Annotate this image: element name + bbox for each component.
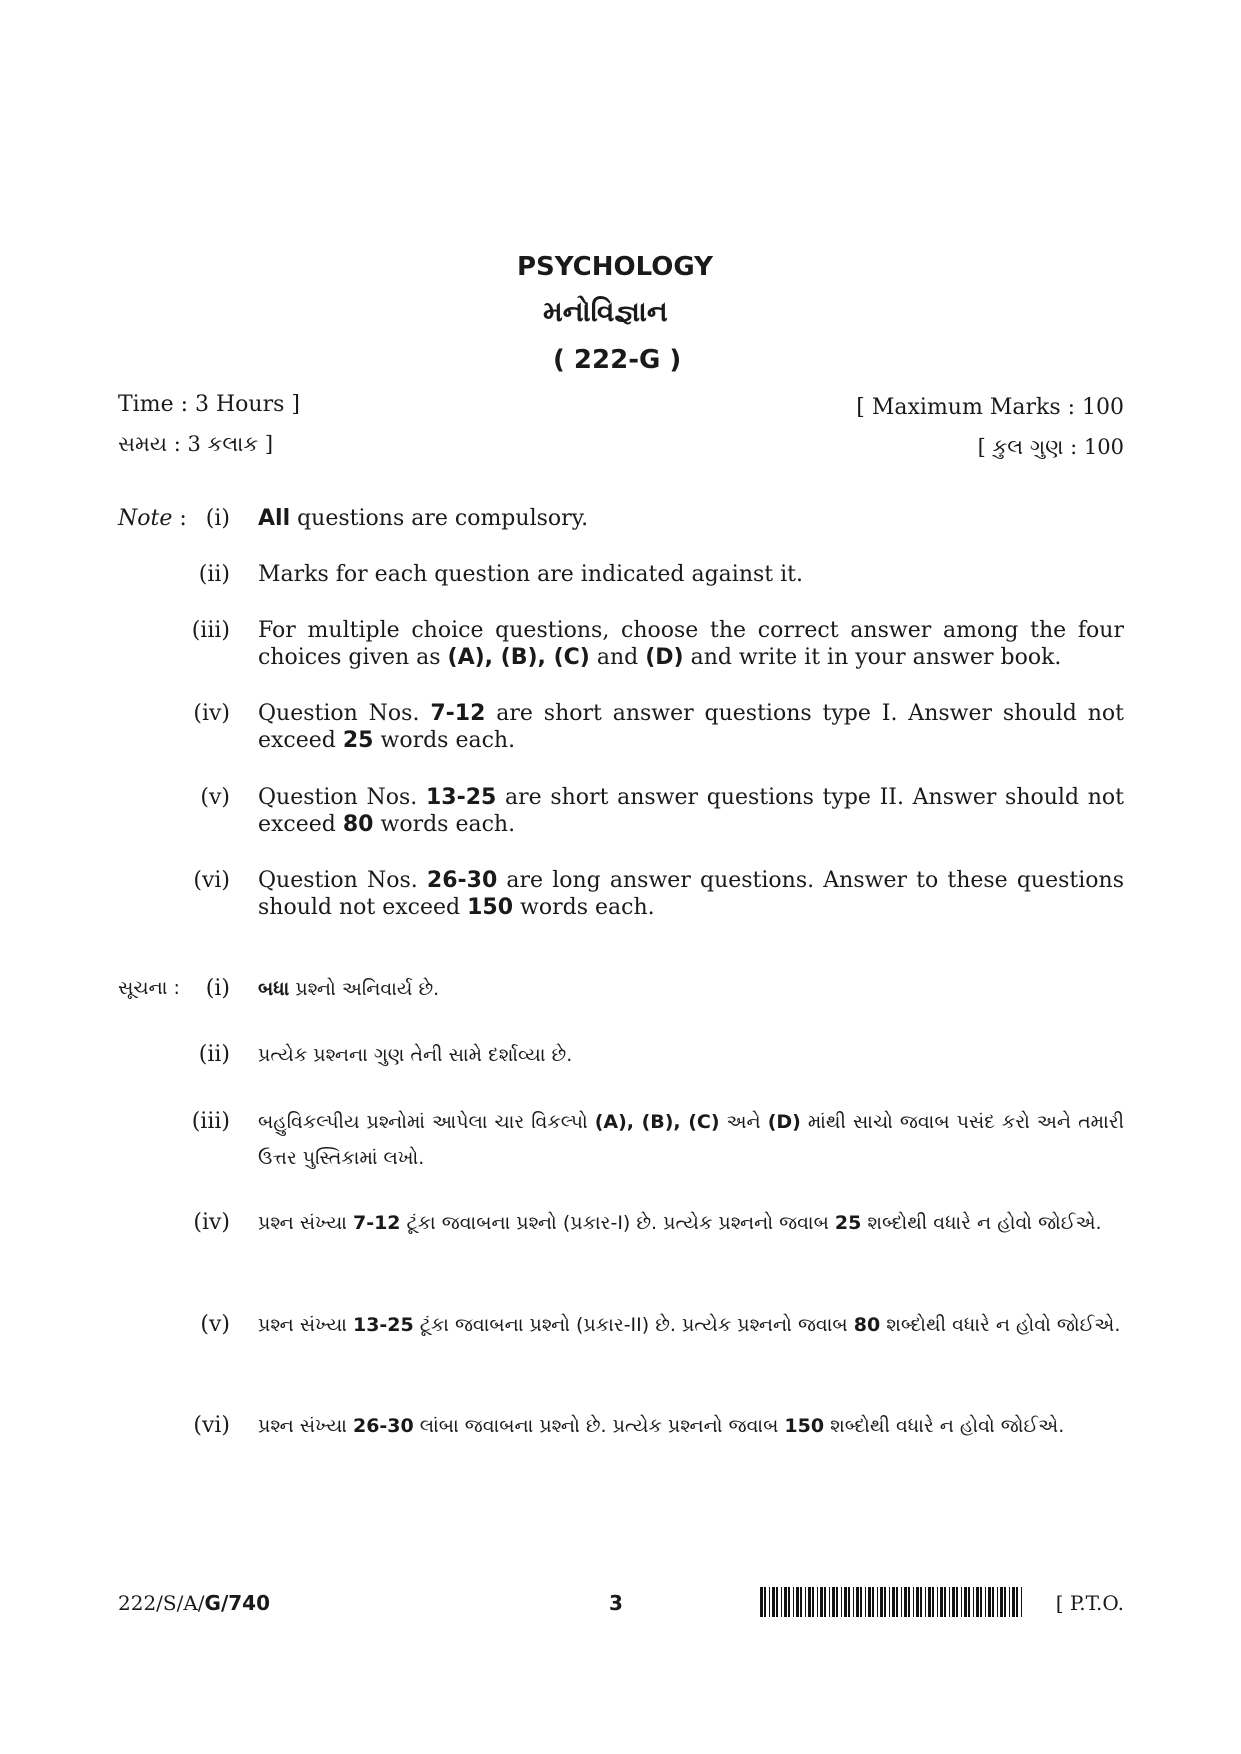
emphasis-text: (A), (B), (C) bbox=[594, 1111, 720, 1133]
paper-serial-code: 222/S/A/G/740 bbox=[118, 1591, 271, 1615]
emphasis-text: 80 bbox=[342, 812, 374, 837]
note-item-number: (v) bbox=[200, 785, 230, 810]
emphasis-text: (A), (B), (C) bbox=[447, 645, 590, 670]
barcode-icon bbox=[760, 1587, 1022, 1617]
emphasis-text: 13-25 bbox=[425, 785, 497, 810]
note-item-number: (ii) bbox=[198, 1042, 230, 1067]
emphasis-text: 26-30 bbox=[352, 1415, 414, 1437]
max-marks-english: [ Maximum Marks : 100 bbox=[856, 395, 1124, 420]
note-item-number: (ii) bbox=[198, 562, 230, 587]
note-item-text: Question Nos. 13-25 are short answer questions type II. Answer should not exceed 80 words each. bbox=[258, 785, 1124, 837]
emphasis-text: 26-30 bbox=[426, 868, 498, 893]
note-item-number: (iii) bbox=[191, 618, 230, 643]
subject-title-gujarati: મનોવિજ્ઞાન bbox=[543, 295, 668, 328]
note-item-text: બધા પ્રશ્નો અનિવાર્ય છે. bbox=[258, 978, 440, 1000]
emphasis-text: 25 bbox=[834, 1212, 862, 1234]
emphasis-text: 25 bbox=[342, 728, 374, 753]
emphasis-text: 80 bbox=[853, 1314, 881, 1336]
note-item-text: પ્રશ્ન સંખ્યા 26-30 લાંબા જવાબના પ્રશ્નો છે. પ્રત્યેક પ્રશ્નનો જવાબ 150 શબ્દોથી વધારે ન હોવો જોઈએ. bbox=[258, 1415, 1065, 1437]
page-number: 3 bbox=[609, 1591, 623, 1615]
note-item-number: (vi) bbox=[193, 868, 230, 893]
note-item-number: (iii) bbox=[191, 1109, 230, 1134]
paper-code: ( 222-G ) bbox=[553, 345, 682, 375]
please-turn-over: [ P.T.O. bbox=[1055, 1591, 1124, 1615]
emphasis-text: 150 bbox=[467, 895, 514, 920]
note-label: Note : bbox=[118, 506, 187, 531]
note-item-text: Question Nos. 7-12 are short answer questions type I. Answer should not exceed 25 words each. bbox=[258, 701, 1124, 753]
note-item-text: બહુવિકલ્પીય પ્રશ્નોમાં આપેલા ચાર વિકલ્પો (A), (B), (C) અને (D) માંથી સાચો જવાબ પસંદ કરો અને તમારી ઉત્તર પુસ્તિકામાં લખો. bbox=[258, 1111, 1124, 1169]
emphasis-text: 150 bbox=[784, 1415, 825, 1437]
note-item-number: (vi) bbox=[193, 1413, 230, 1438]
note-item-number: (iv) bbox=[193, 701, 230, 726]
emphasis-text: (D) bbox=[767, 1111, 801, 1133]
emphasis-text: 13-25 bbox=[352, 1314, 414, 1336]
time-gujarati: સમય : 3 કલાક ] bbox=[118, 432, 274, 456]
note-item-text: For multiple choice questions, choose the correct answer among the four choices given as (A), (B), (C) and (D) and write it in your answer book. bbox=[258, 618, 1124, 670]
suchna-label: સૂચના : bbox=[118, 977, 180, 999]
note-item-text: All questions are compulsory. bbox=[258, 506, 589, 531]
note-section-english bbox=[118, 505, 1124, 925]
emphasis-text: 7-12 bbox=[352, 1212, 401, 1234]
emphasis-text: બધા bbox=[258, 978, 290, 1000]
note-item-text: પ્રશ્ન સંખ્યા 7-12 ટૂંકા જવાબના પ્રશ્નો (પ્રકાર-I) છે. પ્રત્યેક પ્રશ્નનો જવાબ 25 શબ્દોથી વધારે ન હોવો જોઈએ. bbox=[258, 1212, 1102, 1234]
note-item-number: (v) bbox=[200, 1312, 230, 1337]
note-section-gujarati bbox=[118, 971, 1124, 1491]
note-item-number: (iv) bbox=[193, 1210, 230, 1235]
note-item-text: Marks for each question are indicated against it. bbox=[258, 562, 803, 587]
emphasis-text: All bbox=[258, 506, 291, 531]
note-item-text: પ્રશ્ન સંખ્યા 13-25 ટૂંકા જવાબના પ્રશ્નો (પ્રકાર-II) છે. પ્રત્યેક પ્રશ્નનો જવાબ 80 શબ્દોથી વધારે ન હોવો જોઈએ. bbox=[258, 1314, 1121, 1336]
time-english: Time : 3 Hours ] bbox=[118, 392, 300, 417]
note-item-text: Question Nos. 26-30 are long answer questions. Answer to these questions should not exceed 150 words each. bbox=[258, 868, 1124, 920]
note-item-number: (i) bbox=[205, 506, 230, 531]
emphasis-text: (D) bbox=[645, 645, 684, 670]
max-marks-gujarati: [ કુલ ગુણ : 100 bbox=[977, 435, 1124, 459]
subject-title-english: PSYCHOLOGY bbox=[517, 252, 713, 282]
note-item-number: (i) bbox=[205, 976, 230, 1001]
emphasis-text: 7-12 bbox=[430, 701, 486, 726]
note-item-text: પ્રત્યેક પ્રશ્નના ગુણ તેની સામે દર્શાવ્યા છે. bbox=[258, 1044, 573, 1066]
